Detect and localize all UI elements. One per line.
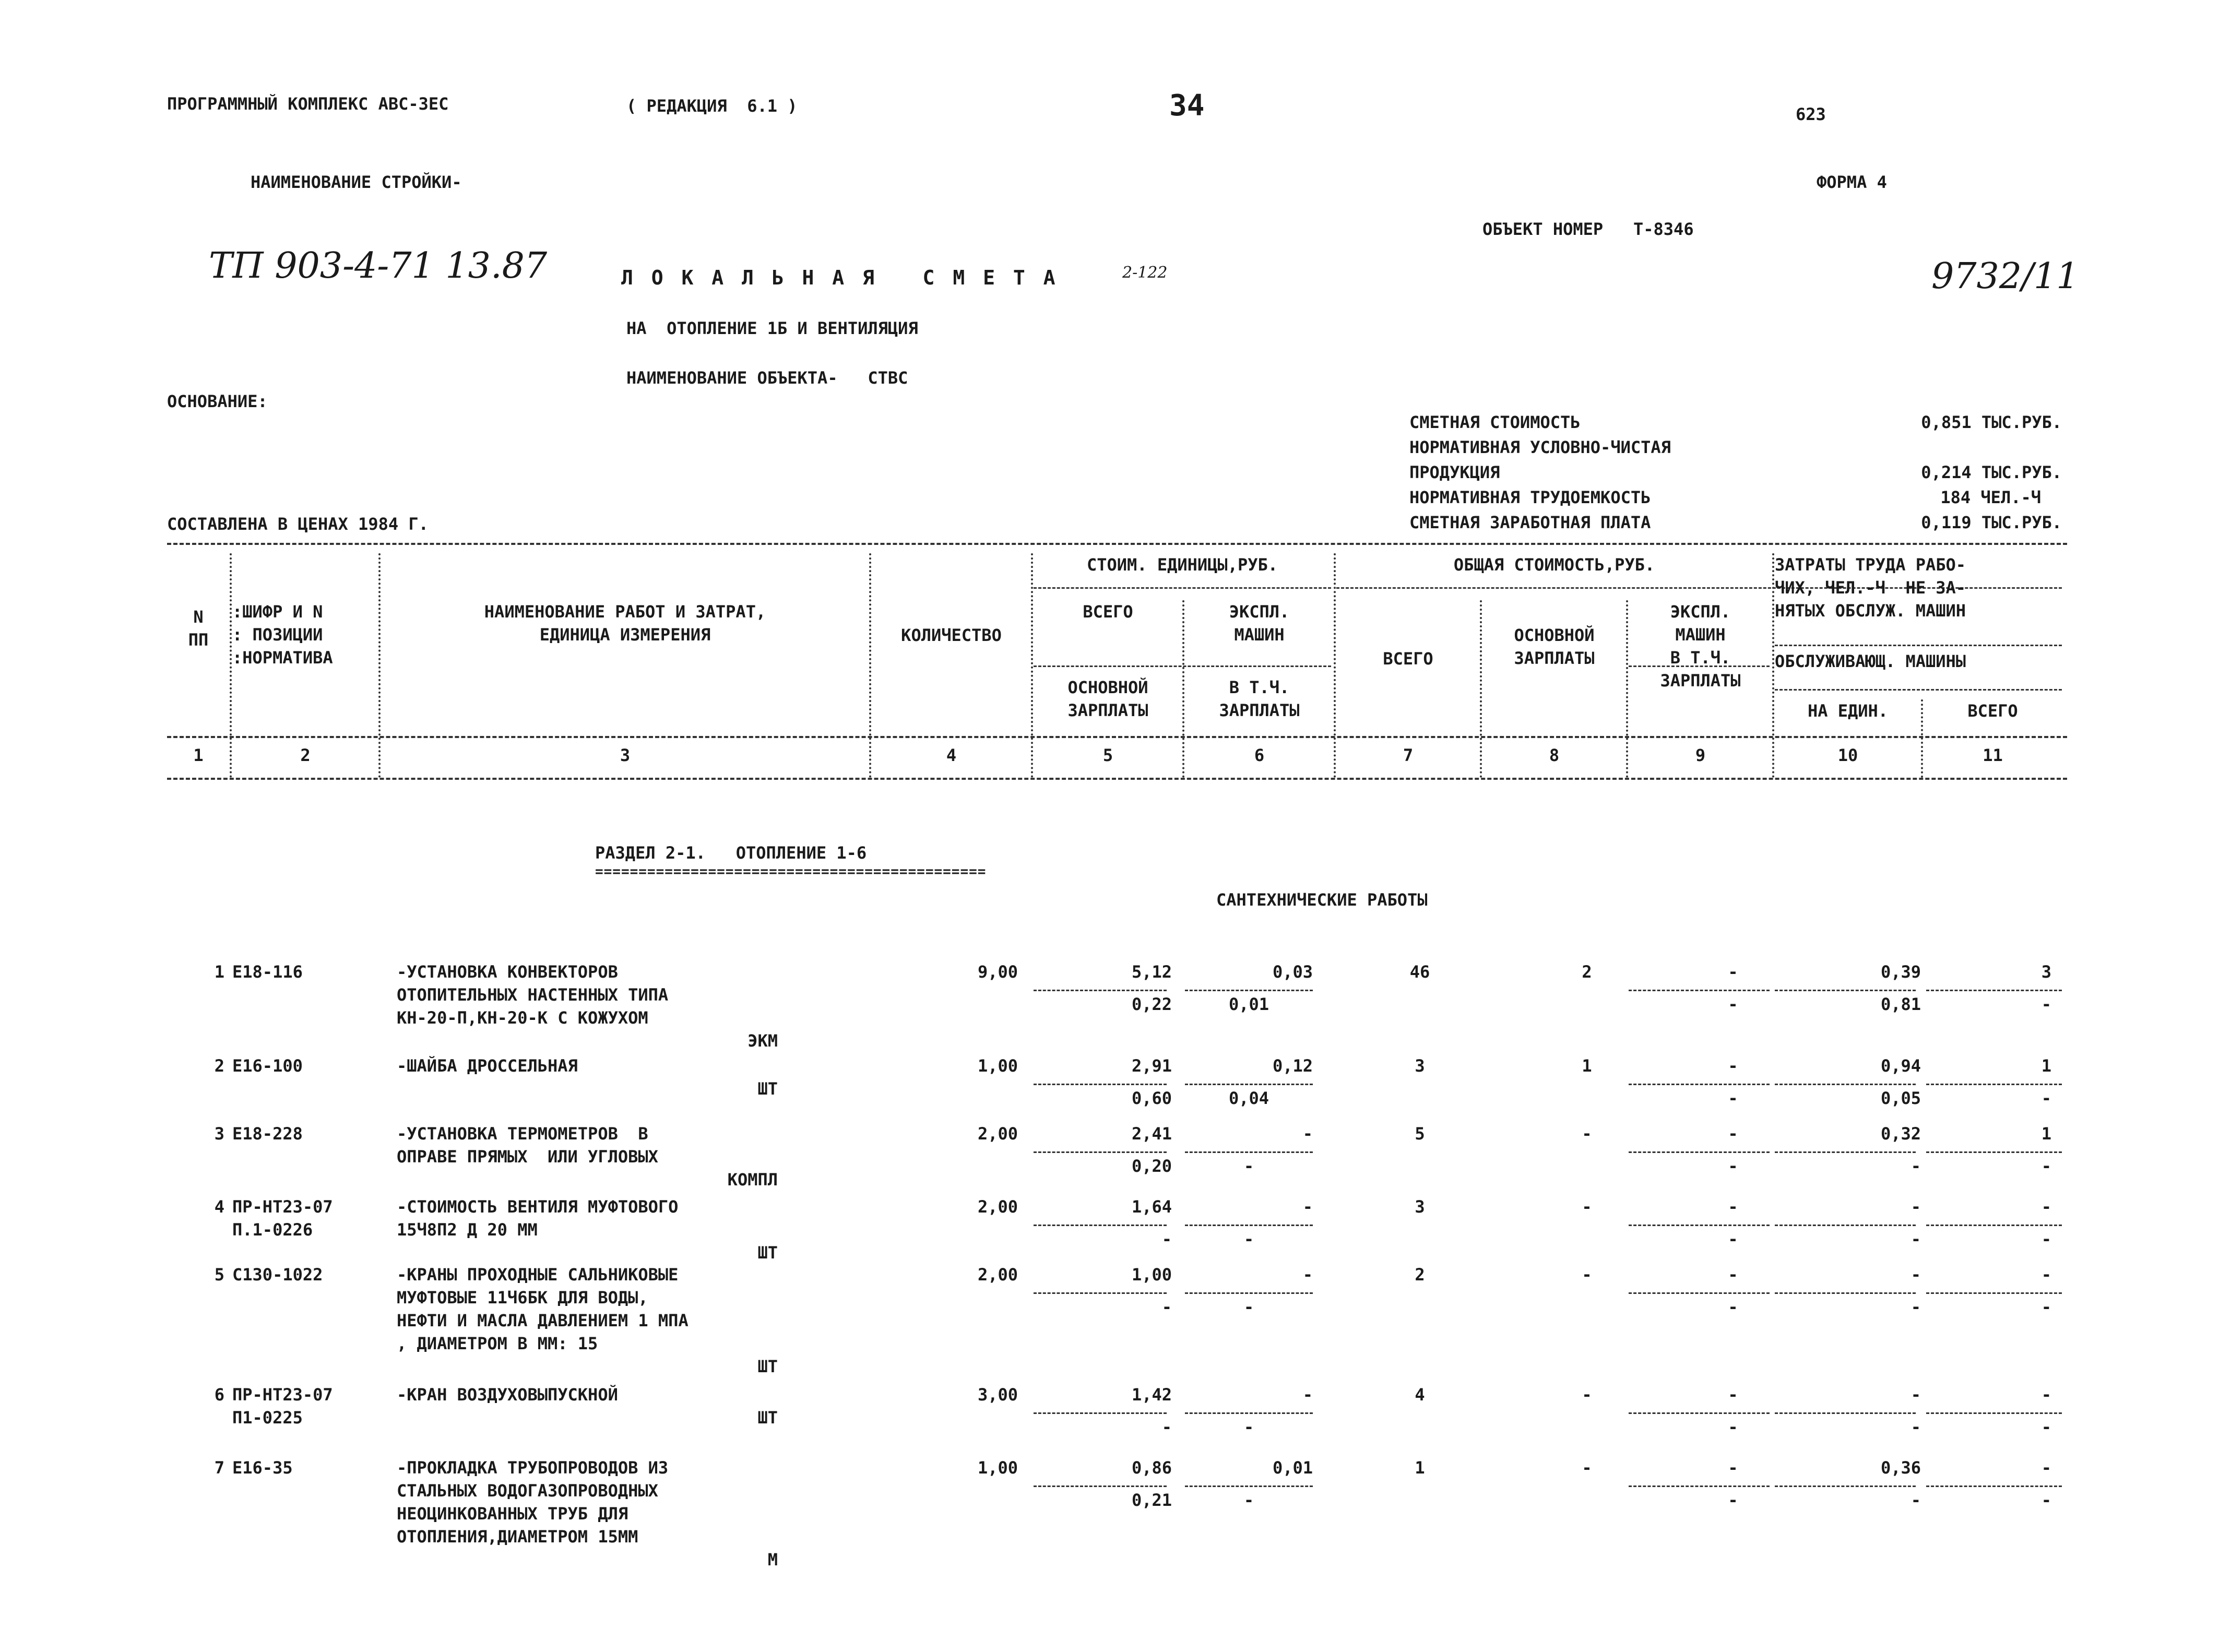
row-subrule (1926, 1412, 2062, 1414)
row-total-machine-wages: - (1728, 1088, 1738, 1108)
row-unit-machines: 0,12 (1272, 1056, 1313, 1076)
row-unit-total: 2,41 (1131, 1124, 1172, 1144)
row-total-machine-wages: - (1728, 1297, 1738, 1317)
col-sep (1626, 600, 1628, 778)
row-unit-machine-wages: 0,04 (1228, 1088, 1269, 1108)
row-unit: ШТ (757, 1079, 778, 1099)
row-unit: М (767, 1550, 778, 1570)
doc-title: Л О К А Л Ь Н А Я С М Е Т А (621, 266, 1059, 289)
row-labor-total: - (2041, 1458, 2051, 1478)
row-total-machines: - (1728, 1458, 1738, 1478)
doc-subtitle: НА ОТОПЛЕНИЕ 1Б И ВЕНТИЛЯЦИЯ (626, 318, 918, 338)
th-total-cost: ОБЩАЯ СТОИМОСТЬ,РУБ. (1453, 555, 1655, 575)
row-total-machines: - (1728, 1056, 1738, 1076)
object-name: НАИМЕНОВАНИЕ ОБЪЕКТА- СТВС (626, 368, 908, 388)
row-labor-per-unit-machines: - (1911, 1297, 1921, 1317)
header-subrule (1775, 689, 2062, 691)
col-sep (1921, 699, 1923, 778)
row-quantity: 1,00 (977, 1056, 1018, 1076)
row-unit-total: 1,00 (1131, 1265, 1172, 1285)
row-total-machine-wages: - (1728, 1417, 1738, 1437)
row-total-machines: - (1728, 1385, 1738, 1405)
row-total-machine-wages: - (1728, 1229, 1738, 1249)
row-unit-wages: - (1161, 1229, 1172, 1249)
row-unit: ШТ (757, 1243, 778, 1263)
row-number: 6 (214, 1385, 224, 1405)
summary-block (1409, 412, 2062, 538)
row-labor-per-unit-machines: 0,81 (1880, 994, 1921, 1014)
construction-label: НАИМЕНОВАНИЕ СТРОЙКИ- (251, 172, 462, 192)
row-labor-per-unit: 0,36 (1880, 1458, 1921, 1478)
row-unit: ЭКМ (747, 1031, 778, 1051)
row-unit-machines: - (1302, 1265, 1313, 1285)
col-num: 9 (1695, 745, 1706, 765)
col-num: 11 (1983, 745, 2003, 765)
row-subrule (1185, 1485, 1313, 1487)
row-labor-per-unit: - (1911, 1385, 1921, 1405)
row-total-wages: 2 (1582, 962, 1592, 982)
row-subrule (1926, 1225, 2062, 1226)
row-total-wages: - (1582, 1197, 1592, 1217)
row-unit-wages: 0,60 (1131, 1088, 1172, 1108)
col-num: 10 (1837, 745, 1858, 765)
row-subrule (1629, 1292, 1770, 1294)
row-total-wages: - (1582, 1385, 1592, 1405)
col-num: 8 (1549, 745, 1560, 765)
row-subrule (1775, 990, 1916, 991)
col-num: 3 (620, 745, 631, 765)
row-subrule (1775, 1225, 1916, 1226)
th-description: НАИМЕНОВАНИЕ РАБОТ И ЗАТРАТ, ЕДИНИЦА ИЗМЕРЕНИЯ (484, 602, 766, 645)
th-quantity: КОЛИЧЕСТВО (901, 625, 1002, 645)
row-subrule (1629, 1412, 1770, 1414)
header-subrule (1775, 645, 2062, 646)
section-subtitle: САНТЕХНИЧЕСКИЕ РАБОТЫ (1216, 890, 1428, 910)
col-sep (1334, 553, 1336, 778)
row-number: 1 (214, 962, 224, 982)
row-labor-total: 3 (2041, 962, 2051, 982)
row-subrule (1034, 990, 1167, 991)
row-total: 3 (1415, 1197, 1425, 1217)
row-subrule (1926, 1084, 2062, 1085)
row-subrule (1629, 1485, 1770, 1487)
row-subrule (1775, 1412, 1916, 1414)
th-total-machines: ЭКСПЛ. МАШИН В Т.Ч. ЗАРПЛАТЫ (1660, 602, 1741, 691)
row-labor-total-machines: - (2041, 1417, 2051, 1437)
row-subrule (1185, 1225, 1313, 1226)
row-unit-total: 5,12 (1131, 962, 1172, 982)
row-labor-per-unit-machines: - (1911, 1229, 1921, 1249)
row-subrule (1185, 1084, 1313, 1085)
th-unit-machine-wages: В Т.Ч. ЗАРПЛАТЫ (1219, 678, 1300, 720)
section-title: РАЗДЕЛ 2-1. ОТОПЛЕНИЕ 1-6 (595, 843, 867, 863)
th-total: ВСЕГО (1383, 649, 1433, 669)
row-code: Е16-100 (232, 1056, 303, 1076)
summary-row: СМЕТНАЯ ЗАРАБОТНАЯ ПЛАТА 0,119 ТЫС.РУБ. (1409, 513, 2062, 532)
row-quantity: 9,00 (977, 962, 1018, 982)
row-total: 3 (1415, 1056, 1425, 1076)
row-labor-per-unit-machines: - (1911, 1490, 1921, 1510)
row-labor-per-unit: - (1911, 1265, 1921, 1285)
row-labor-total-machines: - (2041, 1088, 2051, 1108)
header-rule-top (167, 543, 2067, 545)
row-subrule (1185, 1292, 1313, 1294)
row-subrule (1034, 1485, 1167, 1487)
row-unit-wages: - (1161, 1297, 1172, 1317)
row-subrule (1629, 1151, 1770, 1153)
row-code: С130-1022 (232, 1265, 323, 1285)
row-unit-total: 2,91 (1131, 1056, 1172, 1076)
row-subrule (1629, 1084, 1770, 1085)
object-number: ОБЪЕКТ НОМЕР Т-8346 (1482, 219, 1694, 239)
summary-row: НОРМАТИВНАЯ УСЛОВНО-ЧИСТАЯ (1409, 437, 1671, 457)
row-number: 7 (214, 1458, 224, 1478)
row-labor-total: - (2041, 1197, 2051, 1217)
header-subrule (1034, 665, 1331, 667)
row-unit-wages: 0,21 (1131, 1490, 1172, 1510)
col-num: 1 (193, 745, 204, 765)
row-subrule (1926, 1292, 2062, 1294)
row-total-machine-wages: - (1728, 1490, 1738, 1510)
row-unit-wages: 0,20 (1131, 1156, 1172, 1176)
row-unit-machines: 0,01 (1272, 1458, 1313, 1478)
row-labor-per-unit: 0,94 (1880, 1056, 1921, 1076)
row-code: Е16-35 (232, 1458, 293, 1478)
summary-row: СМЕТНАЯ СТОИМОСТЬ 0,851 ТЫС.РУБ. (1409, 412, 2062, 432)
row-unit-total: 1,64 (1131, 1197, 1172, 1217)
row-code: ПР-НТ23-07 П1-0225 (232, 1385, 333, 1428)
page-number: 34 (1169, 89, 1205, 123)
row-number: 4 (214, 1197, 224, 1217)
row-labor-per-unit-machines: - (1911, 1417, 1921, 1437)
th-per-unit: НА ЕДИН. (1807, 701, 1889, 721)
row-unit: ШТ (757, 1408, 778, 1428)
basis-label: ОСНОВАНИЕ: (167, 391, 268, 411)
row-total: 4 (1415, 1385, 1425, 1405)
row-description: -КРАН ВОЗДУХОВЫПУСКНОЙ (397, 1385, 618, 1405)
row-total-machines: - (1728, 962, 1738, 982)
row-subrule (1775, 1151, 1916, 1153)
row-subrule (1926, 990, 2062, 991)
row-unit-wages: - (1161, 1417, 1172, 1437)
row-unit-machine-wages: 0,01 (1228, 994, 1269, 1014)
edition: ( РЕДАКЦИЯ 6.1 ) (626, 96, 798, 116)
row-subrule (1034, 1151, 1167, 1153)
row-unit: ШТ (757, 1357, 778, 1376)
col-sep (1480, 600, 1482, 778)
row-labor-per-unit: 0,39 (1880, 962, 1921, 982)
row-subrule (1034, 1225, 1167, 1226)
th-unit-total: ВСЕГО (1083, 602, 1133, 622)
form-label: ФОРМА 4 (1817, 172, 1887, 192)
row-total-machine-wages: - (1728, 994, 1738, 1014)
row-subrule (1926, 1485, 2062, 1487)
col-sep (230, 553, 232, 778)
row-subrule (1034, 1292, 1167, 1294)
row-subrule (1775, 1292, 1916, 1294)
col-num: 4 (946, 745, 957, 765)
row-number: 5 (214, 1265, 224, 1285)
row-total: 5 (1415, 1124, 1425, 1144)
row-code: Е18-116 (232, 962, 303, 982)
row-unit: КОМПЛ (727, 1170, 778, 1190)
th-unit-wages: ОСНОВНОЙ ЗАРПЛАТЫ (1067, 678, 1148, 720)
row-unit-machines: - (1302, 1197, 1313, 1217)
row-subrule (1034, 1084, 1167, 1085)
col-sep (1182, 600, 1184, 778)
row-number: 3 (214, 1124, 224, 1144)
row-unit-machines: 0,03 (1272, 962, 1313, 982)
summary-row: НОРМАТИВНАЯ ТРУДОЕМКОСТЬ 184 ЧЕЛ.-Ч (1409, 488, 2041, 507)
row-unit-machine-wages: - (1243, 1229, 1254, 1249)
th-unit-machines: ЭКСПЛ. МАШИН (1229, 602, 1290, 645)
row-total-wages: 1 (1582, 1056, 1592, 1076)
col-num: 7 (1403, 745, 1414, 765)
row-labor-per-unit-machines: 0,05 (1880, 1088, 1921, 1108)
tp-handwritten: ТП 903-4-71 13.87 (209, 245, 548, 287)
row-labor-total-machines: - (2041, 1297, 2051, 1317)
th-unit-cost: СТОИМ. ЕДИНИЦЫ,РУБ. (1086, 555, 1278, 575)
col-num: 5 (1102, 745, 1113, 765)
row-subrule (1775, 1485, 1916, 1487)
col-num: 6 (1254, 745, 1265, 765)
row-quantity: 3,00 (977, 1385, 1018, 1405)
row-subrule (1185, 990, 1313, 991)
row-labor-total: 1 (2041, 1056, 2051, 1076)
row-labor-total: - (2041, 1385, 2051, 1405)
th-labor-machines: ОБСЛУЖИВАЮЩ. МАШИНЫ (1775, 651, 1966, 671)
row-labor-total-machines: - (2041, 1229, 2051, 1249)
row-quantity: 1,00 (977, 1458, 1018, 1478)
row-quantity: 2,00 (977, 1265, 1018, 1285)
row-subrule (1034, 1412, 1167, 1414)
row-labor-total-machines: - (2041, 1156, 2051, 1176)
row-description: -ШАЙБА ДРОССЕЛЬНАЯ (397, 1056, 578, 1076)
row-labor-per-unit: 0,32 (1880, 1124, 1921, 1144)
header-rule-bottom (167, 778, 2067, 780)
header-subrule (1034, 587, 1331, 589)
row-total: 1 (1415, 1458, 1425, 1478)
row-quantity: 2,00 (977, 1124, 1018, 1144)
row-subrule (1629, 1225, 1770, 1226)
th-number: N ПП (188, 607, 209, 650)
row-total: 2 (1415, 1265, 1425, 1285)
col-sep (869, 553, 871, 778)
row-unit-machine-wages: - (1243, 1297, 1254, 1317)
row-total-machine-wages: - (1728, 1156, 1738, 1176)
prices-label: СОСТАВЛЕНА В ЦЕНАХ 1984 Г. (167, 514, 429, 534)
row-unit-machine-wages: - (1243, 1490, 1254, 1510)
row-unit-total: 0,86 (1131, 1458, 1172, 1478)
section-underline: ============================================= (595, 864, 987, 880)
row-subrule (1185, 1412, 1313, 1414)
row-subrule (1185, 1151, 1313, 1153)
row-labor-per-unit: - (1911, 1197, 1921, 1217)
row-total-machines: - (1728, 1265, 1738, 1285)
program-name: ПРОГРАММНЫЙ КОМПЛЕКС АВС-3ЕС (167, 94, 449, 114)
row-description: -УСТАНОВКА КОНВЕКТОРОВ ОТОПИТЕЛЬНЫХ НАСТЕННЫХ ТИПА КН-20-П,КН-20-К С КОЖУХОМ (397, 962, 669, 1028)
doc-handwritten: 9732/11 (1931, 256, 2079, 297)
row-unit-machines: - (1302, 1124, 1313, 1144)
row-code: Е18-228 (232, 1124, 303, 1144)
row-unit-total: 1,42 (1131, 1385, 1172, 1405)
row-labor-total: - (2041, 1265, 2051, 1285)
row-total: 46 (1409, 962, 1430, 982)
col-sep (1031, 553, 1033, 778)
row-total-wages: - (1582, 1124, 1592, 1144)
row-description: -КРАНЫ ПРОХОДНЫЕ САЛЬНИКОВЫЕ МУФТОВЫЕ 11Ч6БК ДЛЯ ВОДЫ, НЕФТИ И МАСЛА ДАВЛЕНИЕМ 1 МПА , ДИАМЕТРОМ В ММ: 15 (397, 1265, 689, 1353)
row-unit-machine-wages: - (1243, 1156, 1254, 1176)
summary-row: ПРОДУКЦИЯ 0,214 ТЫС.РУБ. (1409, 462, 2062, 482)
th-labor-total: ВСЕГО (1967, 701, 2018, 721)
th-code: :ШИФР И N : ПОЗИЦИИ :НОРМАТИВА (232, 602, 333, 668)
row-labor-total: 1 (2041, 1124, 2051, 1144)
row-code: ПР-НТ23-07 П.1-0226 (232, 1197, 333, 1240)
row-labor-total-machines: - (2041, 994, 2051, 1014)
doc-title-number: 2-122 (1122, 264, 1168, 282)
row-unit-machines: - (1302, 1385, 1313, 1405)
row-total-wages: - (1582, 1265, 1592, 1285)
col-sep (378, 553, 381, 778)
th-total-wages: ОСНОВНОЙ ЗАРПЛАТЫ (1514, 625, 1595, 668)
doc-code: 623 (1796, 104, 1826, 124)
row-subrule (1629, 990, 1770, 991)
th-labor: ЗАТРАТЫ ТРУДА РАБО- ЧИХ, ЧЕЛ.-Ч НЕ ЗА- НЯТЫХ ОБСЛУЖ. МАШИН (1775, 555, 1966, 621)
row-labor-per-unit-machines: - (1911, 1156, 1921, 1176)
row-unit-wages: 0,22 (1131, 994, 1172, 1014)
row-number: 2 (214, 1056, 224, 1076)
row-total-machines: - (1728, 1124, 1738, 1144)
header-rule-mid (167, 736, 2067, 738)
col-num: 2 (300, 745, 311, 765)
row-labor-total-machines: - (2041, 1490, 2051, 1510)
row-quantity: 2,00 (977, 1197, 1018, 1217)
row-description: -ПРОКЛАДКА ТРУБОПРОВОДОВ ИЗ СТАЛЬНЫХ ВОДОГАЗОПРОВОДНЫХ НЕОЦИНКОВАННЫХ ТРУБ ДЛЯ ОТОПЛЕНИЯ,ДИАМЕТРОМ 15ММ (397, 1458, 669, 1547)
row-total-machines: - (1728, 1197, 1738, 1217)
row-description: -СТОИМОСТЬ ВЕНТИЛЯ МУФТОВОГО 15Ч8П2 Д 20 ММ (397, 1197, 679, 1240)
row-unit-machine-wages: - (1243, 1417, 1254, 1437)
row-subrule (1926, 1151, 2062, 1153)
row-description: -УСТАНОВКА ТЕРМОМЕТРОВ В ОПРАВЕ ПРЯМЫХ ИЛИ УГЛОВЫХ (397, 1124, 658, 1167)
row-total-wages: - (1582, 1458, 1592, 1478)
row-subrule (1775, 1084, 1916, 1085)
